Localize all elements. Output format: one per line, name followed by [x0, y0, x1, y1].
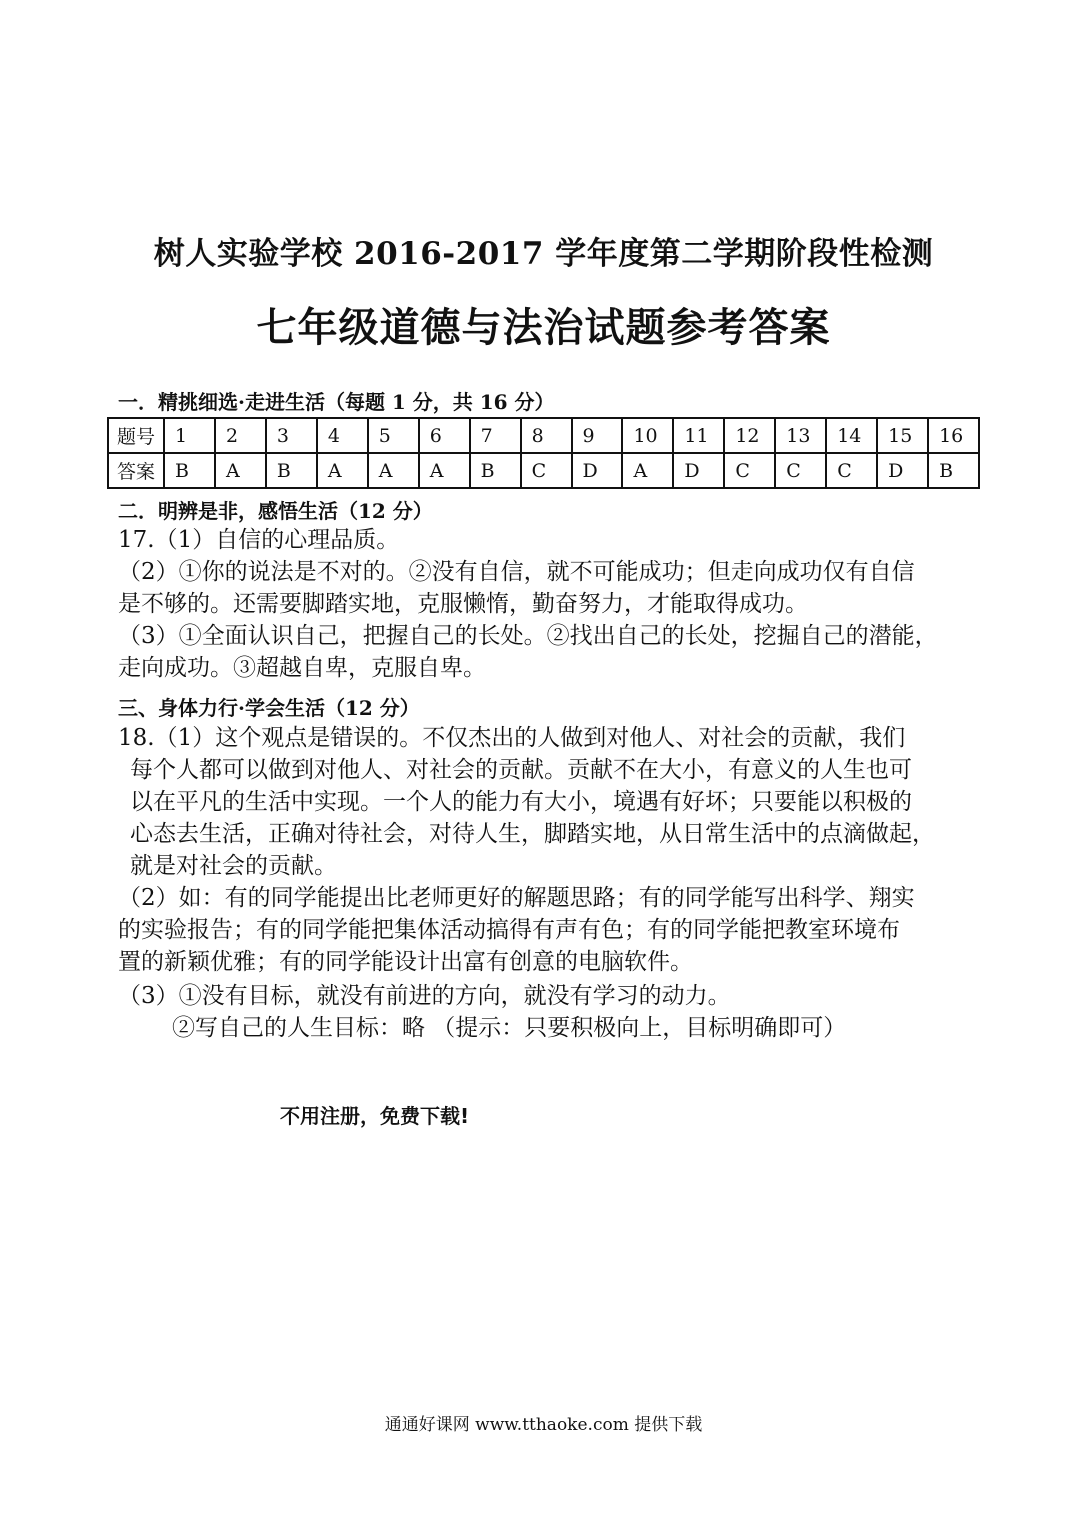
question-number: 15 — [877, 418, 928, 453]
section-1-heading: 一．精挑细选·走进生活（每题 1 分，共 16 分） — [118, 390, 555, 414]
answer-cell: C — [724, 453, 775, 488]
question-number: 14 — [826, 418, 877, 453]
question-number: 7 — [470, 418, 521, 453]
answer-cell: D — [673, 453, 724, 488]
section-3-heading: 三、身体力行·学会生活（12 分） — [118, 696, 420, 720]
question-number: 1 — [164, 418, 215, 453]
answer-cell: B — [164, 453, 215, 488]
answer-label: 答案 — [108, 453, 164, 488]
answer-cell: D — [572, 453, 623, 488]
document-title: 七年级道德与法治试题参考答案 — [256, 304, 831, 351]
question-number: 3 — [266, 418, 317, 453]
question-number: 13 — [775, 418, 826, 453]
answer-cell: B — [928, 453, 979, 488]
answer-line: （3）①没有目标，就没有前进的方向，就没有学习的动力。 — [118, 983, 731, 1009]
answer-cell: C — [826, 453, 877, 488]
answer-cell: A — [368, 453, 419, 488]
answer-line: （3）①全面认识自己，把握自己的长处。②找出自己的长处，挖掘自己的潜能， — [118, 623, 938, 649]
question-number: 11 — [673, 418, 724, 453]
question-number: 9 — [572, 418, 623, 453]
answer-cell: D — [877, 453, 928, 488]
section-2-heading: 二．明辨是非，感悟生活（12 分） — [118, 499, 433, 523]
answer-line: 以在平凡的生活中实现。一个人的能力有大小，境遇有好坏；只要能以积极的 — [130, 789, 912, 815]
answer-line: 18.（1）这个观点是错误的。不仅杰出的人做到对他人、对社会的贡献，我们 — [118, 725, 906, 751]
question-number: 8 — [521, 418, 572, 453]
question-number: 5 — [368, 418, 419, 453]
footer-source: 通通好课网 www.tthaoke.com 提供下载 — [384, 1415, 703, 1435]
question-number: 2 — [215, 418, 266, 453]
answer-cell: C — [521, 453, 572, 488]
answer-row — [108, 453, 979, 488]
question-number: 10 — [622, 418, 673, 453]
answer-line: 就是对社会的贡献。 — [130, 853, 337, 879]
school-title: 树人实验学校 2016-2017 学年度第二学期阶段性检测 — [153, 236, 934, 272]
question-number: 4 — [317, 418, 368, 453]
answer-line: ②写自己的人生目标：略 （提示：只要积极向上，目标明确即可） — [172, 1015, 847, 1041]
question-number-row — [108, 418, 979, 453]
answer-cell: A — [317, 453, 368, 488]
answer-cell: A — [419, 453, 470, 488]
answer-line: （2）①你的说法是不对的。②没有自信，就不可能成功；但走向成功仅有自信 — [118, 559, 915, 585]
answer-line: 走向成功。③超越自卑，克服自卑。 — [118, 655, 486, 681]
answer-line: 的实验报告；有的同学能把集体活动搞得有声有色；有的同学能把教室环境布 — [118, 917, 900, 943]
free-download-notice: 不用注册，免费下载! — [280, 1104, 470, 1128]
answer-line: （2）如：有的同学能提出比老师更好的解题思路；有的同学能写出科学、翔实 — [118, 885, 915, 911]
answer-cell: C — [775, 453, 826, 488]
answer-line: 是不够的。还需要脚踏实地，克服懒惰，勤奋努力，才能取得成功。 — [118, 591, 808, 617]
question-number: 6 — [419, 418, 470, 453]
answer-cell: B — [266, 453, 317, 488]
answer-line: 17.（1）自信的心理品质。 — [118, 527, 400, 553]
answer-line: 心态去生活，正确对待社会，对待人生，脚踏实地，从日常生活中的点滴做起， — [130, 821, 935, 847]
answer-cell: A — [215, 453, 266, 488]
answer-table — [107, 417, 980, 489]
answer-line: 置的新颖优雅；有的同学能设计出富有创意的电脑软件。 — [118, 949, 693, 975]
question-number-label: 题号 — [108, 418, 164, 453]
answer-cell: B — [470, 453, 521, 488]
answer-cell: A — [622, 453, 673, 488]
question-number: 16 — [928, 418, 979, 453]
question-number: 12 — [724, 418, 775, 453]
answer-line: 每个人都可以做到对他人、对社会的贡献。贡献不在大小，有意义的人生也可 — [130, 757, 912, 783]
